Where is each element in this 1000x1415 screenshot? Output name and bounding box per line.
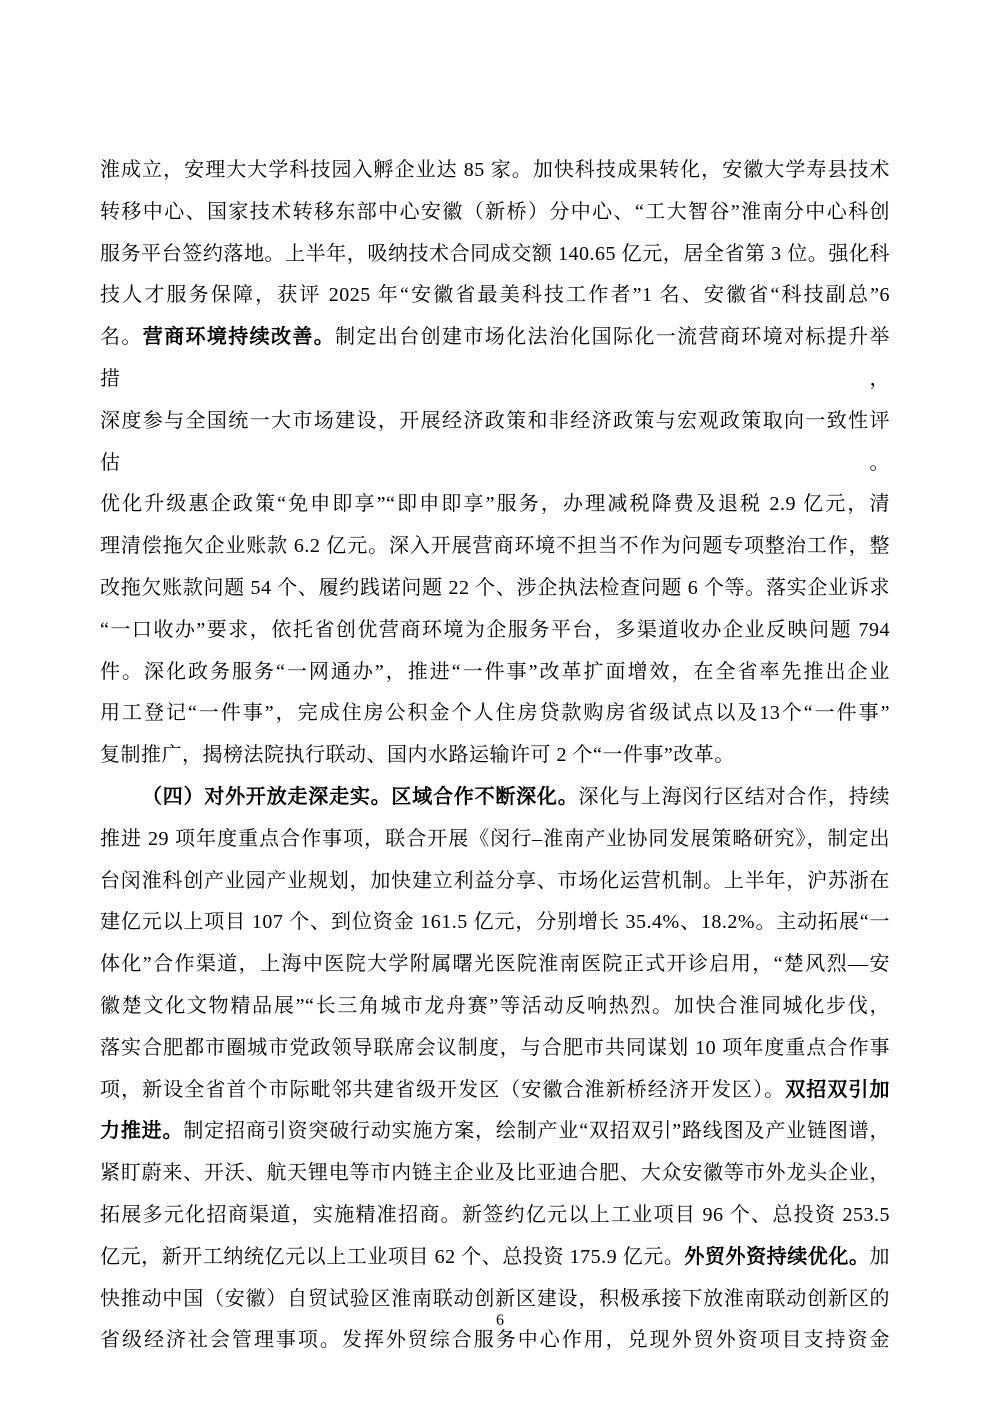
text-run: 制定招商引资突破行动实施方案，绘制产业“双招双引”路线图及产业链图谱， bbox=[183, 1120, 890, 1143]
bold-run: 双招双引加 bbox=[785, 1078, 891, 1101]
text-run: 落实合肥都市圈城市党政领导联席会议制度，与合肥市共同谋划 10 项年度重点合作事 bbox=[100, 1036, 890, 1059]
text-run: 深化与上海闵行区结对合作，持续 bbox=[578, 785, 890, 808]
text-run: 复制推广，揭榜法院执行联动、国内水路运输许可 2 个“一件事”改革。 bbox=[100, 744, 735, 767]
text-run: 拓展多元化招商渠道，实施精准招商。新签约亿元以上工业项目 96 个、总投资 253.5 bbox=[100, 1203, 890, 1226]
text-line bbox=[100, 1237, 890, 1279]
text-run: 台闵淮科创产业园产业规划，加快建立利益分享、市场化运营机制。上半年，沪苏浙在 bbox=[100, 869, 890, 892]
bold-run: 力推进。 bbox=[100, 1120, 184, 1143]
text-line bbox=[100, 150, 890, 192]
text-run: 淮成立，安理大大学科技园入孵企业达 85 家。加快科技成果转化，安徽大学寿县技术 bbox=[100, 159, 890, 181]
text-line bbox=[100, 986, 890, 1028]
bold-run: 外贸外资持续优化。 bbox=[684, 1245, 870, 1268]
text-line bbox=[100, 652, 890, 694]
text-line bbox=[100, 819, 890, 861]
text-run: 快推动中国（安徽）自贸试验区淮南联动创新区建设，积极承接下放淮南联动创新区的 bbox=[100, 1287, 890, 1310]
text-run: 加 bbox=[869, 1245, 891, 1268]
bold-run: （四）对外开放走深走实。区域合作不断深化。 bbox=[142, 785, 579, 808]
text-run: “一口收办”要求，依托省创优营商环境为企服务平台，多渠道收办企业反映问题 794 bbox=[100, 618, 890, 641]
text-line bbox=[100, 317, 890, 401]
text-line bbox=[100, 944, 890, 986]
text-line bbox=[100, 902, 890, 944]
text-line bbox=[100, 861, 890, 903]
text-run: 推进 29 项年度重点合作事项，联合开展《闵行–淮南产业协同发展策略研究》，制定出 bbox=[100, 827, 890, 850]
bold-run: 营商环境持续改善。 bbox=[142, 326, 336, 349]
text-run: 徽楚文化文物精品展”“长三角城市龙舟赛”等活动反响热烈。加快合淮同城化步伐， bbox=[100, 994, 890, 1017]
text-line bbox=[100, 568, 890, 610]
text-line bbox=[100, 777, 890, 819]
text-line bbox=[100, 1153, 890, 1195]
text-line bbox=[100, 401, 890, 485]
text-line bbox=[100, 1195, 890, 1237]
text-run: 改拖欠账款问题 54 个、履约践诺问题 22 个、涉企执法检查问题 6 个等。落实企业诉求 bbox=[100, 576, 890, 599]
text-run: 省级经济社会管理事项。发挥外贸综合服务中心作用，兑现外贸外资项目支持资金 bbox=[100, 1329, 890, 1352]
text-run: 件。深化政务服务“一网通办”，推进“一件事”改革扩面增效，在全省率先推出企业 bbox=[100, 660, 890, 683]
text-run: 用工登记“一件事”，完成住房公积金个人住房贷款购房省级试点以及13个“一件事” bbox=[100, 702, 890, 725]
text-run: 理清偿拖欠企业账款 6.2 亿元。深入开展营商环境不担当不作为问题专项整治工作，整 bbox=[100, 535, 890, 558]
text-run: 体化”合作渠道，上海中医院大学附属曙光医院淮南医院正式开诊启用，“楚风烈—安 bbox=[100, 953, 890, 976]
text-line bbox=[100, 610, 890, 652]
text-run: 技人才服务保障，获评 2025 年“安徽省最美科技工作者”1 名、安徽省“科技副总”6 bbox=[100, 284, 890, 307]
text-line bbox=[100, 192, 890, 234]
text-line bbox=[100, 275, 890, 317]
text-line bbox=[100, 1070, 890, 1112]
page-number: 6 bbox=[496, 1312, 504, 1329]
text-run: 制定出台创建市场化法治化国际化一流营商环境对标提升举措， bbox=[100, 326, 890, 390]
text-run: 名。 bbox=[100, 326, 143, 349]
text-line bbox=[100, 1111, 890, 1153]
text-run: 优化升级惠企政策“免申即享”“即申即享”服务，办理减税降费及退税 2.9 亿元，清 bbox=[100, 493, 890, 516]
text-run: 紧盯蔚来、开沃、航天锂电等市内链主企业及比亚迪合肥、大众安徽等市外龙头企业， bbox=[100, 1162, 890, 1185]
text-run: 建亿元以上项目 107 个、到位资金 161.5 亿元，分别增长 35.4%、18.2%。主动拓展“一 bbox=[100, 911, 890, 934]
text-line bbox=[100, 484, 890, 526]
text-run: 转移中心、国家技术转移东部中心安徽（新桥）分中心、“工大智谷”淮南分中心科创 bbox=[100, 200, 890, 223]
document-body bbox=[100, 150, 890, 1362]
text-run: 服务平台签约落地。上半年，吸纳技术合同成交额 140.65 亿元，居全省第 3 位。强化科 bbox=[100, 242, 890, 265]
text-run: 深度参与全国统一大市场建设，开展经济政策和非经济政策与宏观政策取向一致性评估。 bbox=[100, 409, 890, 474]
text-line bbox=[100, 1028, 890, 1070]
text-line bbox=[100, 234, 890, 276]
text-run: 亿元，新开工纳统亿元以上工业项目 62 个、总投资 175.9 亿元。 bbox=[100, 1245, 685, 1268]
text-line bbox=[100, 526, 890, 568]
text-run: 项，新设全省首个市际毗邻共建省级开发区（安徽合淮新桥经济开发区）。 bbox=[100, 1078, 786, 1101]
text-line bbox=[100, 735, 890, 777]
text-line bbox=[100, 693, 890, 735]
